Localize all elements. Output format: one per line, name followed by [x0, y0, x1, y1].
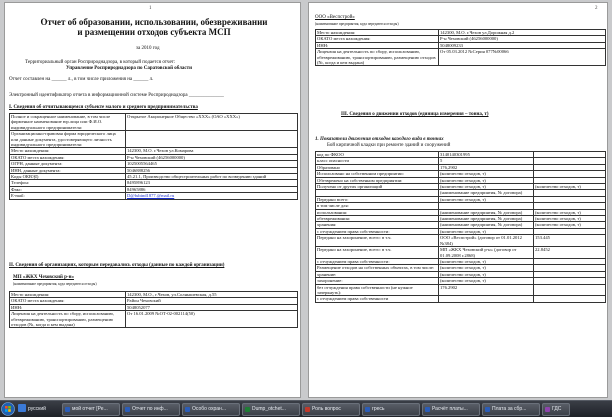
window-app-icon [485, 407, 490, 412]
row-value-cell: 142300, М.О. г.Чехов ул.Дорожная д.2 [439, 30, 606, 36]
row-value-cell: Р-н Чеховский (46256000000) [439, 36, 606, 42]
taskbar-window-label: гресь [372, 406, 385, 412]
taskbar-window-label: Отчет по инф... [132, 406, 168, 412]
authority-label: Территориальный орган Росприроднадзора, в который подается отчет: [25, 60, 176, 65]
row-value-cell: (количество отходов, т) [534, 216, 606, 222]
row-label-cell: Телефон: [10, 180, 126, 186]
waste-movement-row [316, 184, 606, 190]
document-page-1 [4, 2, 301, 398]
row-value-cell: 5046888256 [126, 167, 298, 173]
row-label-cell: E-mail: [10, 193, 126, 199]
row-label-cell: с отчуждением права собственности: [316, 228, 439, 234]
recipient-org-name: МП «ЖКХ Чеховский р-н» [13, 275, 74, 280]
window-app-icon [185, 407, 190, 412]
row-value-cell: (количество отходов, т) [534, 184, 606, 190]
row-value-cell: От 05.03.2012 №Серия 077№00066 [439, 49, 606, 66]
row-value-cell: (количество отходов, т) [534, 222, 606, 228]
recipient-org-table [315, 29, 606, 66]
taskbar-window-button[interactable] [422, 403, 480, 416]
row-value-cell: Район Чеховский [126, 298, 298, 304]
row-value-cell: (количество отходов, т) [534, 209, 606, 215]
row-label-cell: с отчуждением права собственности [316, 296, 439, 302]
row-value-cell: 5 [439, 158, 534, 164]
recipient-org-caption: (наименование предприятия, куда передаются отходы) [315, 22, 399, 26]
taskbar-window-label: ГДС [552, 406, 562, 412]
row-value-cell: 22.8452 [534, 247, 606, 259]
row-value-cell: ООО «Веспстрой» (договор от 01.01.2012 №384) [439, 235, 534, 247]
row-value-cell: (количество отходов, т) [439, 265, 534, 271]
report-year: за 2010 год [136, 46, 160, 51]
quick-launch-icon[interactable] [18, 404, 26, 412]
row-label-cell: Факс: [10, 186, 126, 192]
row-label-cell: ОГРН, данные документа: [10, 161, 126, 167]
row-value-cell: D@fubind1877.@mail.ru [126, 193, 298, 199]
recipient-org-table [9, 291, 298, 328]
recipient-org-row [10, 311, 298, 328]
authority-name: Управление Росприроднадзора по Саратовской области [66, 66, 192, 71]
taskbar-window-label: Особо охран... [192, 406, 226, 412]
row-value-cell: Р-н Чеховский (46256000000) [126, 154, 298, 160]
window-app-icon [125, 407, 130, 412]
row-value-cell [439, 296, 534, 302]
row-label-cell: ИНН: [10, 304, 126, 310]
row-value-cell: (количество отходов, т) [439, 271, 534, 277]
row-value-cell: 142300, М.О. г.Чехов ул.Комарова [126, 148, 298, 154]
row-value-cell: (количество отходов, т) [439, 184, 534, 190]
row-value-cell: (количество отходов, т) [439, 171, 534, 177]
window-app-icon [425, 407, 430, 412]
row-value-cell: (количество отходов, т) [439, 228, 534, 234]
row-value-cell: 5048009233 [439, 42, 606, 48]
row-label-cell: ОКАТО места нахождения: [10, 298, 126, 304]
pages-line: Отчет составлен на ______ л., в том числе приложения на ______ л. [9, 77, 154, 82]
row-label-cell: хранения: [316, 222, 439, 228]
row-label-cell: Передано на захоронение, всего: в т.ч. [316, 235, 439, 247]
window-app-icon [245, 407, 250, 412]
row-value-cell: (количество отходов, т) [439, 258, 534, 264]
taskbar-window-label: Роль вопрос [312, 406, 341, 412]
section-1-title: I. Сведения об отчитывающемся субъекте малого и среднего предпринимательства [9, 105, 198, 110]
row-label-cell: Образовано [316, 164, 439, 170]
row-value-cell: (наименование предприятия, № договора) [439, 222, 534, 228]
electronic-id-line: Электронный идентификатор отчета в информационной системе Росприроднадзора ______________ [9, 93, 224, 98]
recipient-org-row [316, 49, 606, 66]
subsection-title: 1. Показатели движения отходов каждого вида в тоннах [315, 137, 444, 142]
row-label-cell: код по ФКОО [316, 152, 439, 158]
taskbar-window-button[interactable] [242, 403, 300, 416]
row-label-cell: ОКАТО места нахождения: [316, 36, 439, 42]
report-title: Отчет об образовании, использовании, обезвреживании и размещении отходов субъекта МСП [40, 17, 268, 37]
row-value-cell [534, 284, 606, 296]
row-value-cell: (количество отходов, т) [439, 177, 534, 183]
row-value-cell: От 16.01.2009 №ОТ-02-002114(50) [126, 311, 298, 328]
row-label-cell: ИНН, данные документа: [10, 167, 126, 173]
waste-movement-row [316, 247, 606, 259]
row-label-cell: Размещение отходов на собственных объектах, в том числе: [316, 265, 439, 271]
row-label-cell: Место нахождения: [10, 148, 126, 154]
taskbar-window-label: Расчёт платы... [432, 406, 468, 412]
taskbar-window-button[interactable] [62, 403, 120, 416]
row-label-cell: в том числе для: [316, 203, 439, 209]
window-app-icon [65, 407, 70, 412]
window-app-icon [545, 407, 550, 412]
row-label-cell: обезвреживания: [316, 216, 439, 222]
row-label-cell: Место нахождения: [10, 292, 126, 298]
row-value-cell: 8495896123 [126, 180, 298, 186]
waste-movement-row [316, 284, 606, 296]
row-value-cell: 5048052077 [126, 304, 298, 310]
taskbar-window-button[interactable] [362, 403, 420, 416]
taskbar-window-button[interactable] [182, 403, 240, 416]
row-value-cell: (количество отходов, т) [439, 196, 534, 202]
language-indicator[interactable]: русский [28, 406, 46, 412]
subject-info-table [9, 113, 298, 200]
row-label-cell: ОКАТО места нахождения: [10, 154, 126, 160]
row-value-cell: (наименование предприятия, № договора) [439, 216, 534, 222]
row-label-cell: без отчуждения права собственности (не нужное зачеркнуть): [316, 284, 439, 296]
row-label-cell: Коды ОКВЭД: [10, 174, 126, 180]
taskbar-window-label: Плата за сбр... [492, 406, 527, 412]
subject-info-row [10, 193, 298, 199]
recipient-org-caption: (наименование предприятия, куда передаются отходы) [13, 282, 97, 286]
subject-info-row [10, 131, 298, 148]
row-value-cell: (наименование предприятия, № договора) [439, 190, 534, 196]
document-page-2 [308, 2, 608, 398]
taskbar-window-label: мой отчет [Ре... [72, 406, 108, 412]
subject-info-row [10, 114, 298, 131]
row-label-cell: Передано на захоронение, всего: в т.ч. [316, 247, 439, 259]
row-label-cell: Организационно-правовая форма юридического лица или данные документа, удостоверяющего личность индивидуального предпринимателя: [10, 131, 126, 148]
row-value-cell: МП «ЖКХ Чеховский р-н» (договор от 01.09.2008 г.2868) [439, 247, 534, 259]
start-button[interactable] [1, 402, 15, 416]
row-value-cell: 3140140301995 [439, 152, 534, 158]
waste-movement-row [316, 235, 606, 247]
row-value-cell: (наименование предприятия, № договора) [439, 209, 534, 215]
row-label-cell: Использовано на собственном предприятии: [316, 171, 439, 177]
row-label-cell: класс опасности [316, 158, 439, 164]
row-value-cell [534, 296, 606, 302]
taskbar [0, 400, 612, 417]
waste-movement-row [316, 296, 606, 302]
row-value-cell: 45.21.1, Производство общестроительных работ по возведению зданий [126, 174, 298, 180]
page-number: 2 [595, 6, 598, 11]
row-label-cell: хранение: [316, 271, 439, 277]
row-label-cell: Лицензия на деятельность по сбору, использованию, обезвреживанию, транспортированию, размещению отходов (№, когда и кем выдана) [10, 311, 126, 328]
window-app-icon [365, 407, 370, 412]
taskbar-window-button[interactable] [302, 403, 360, 416]
row-label-cell: Лицензия на деятельность по сбору, использованию, обезвреживанию, транспортированию, размещению отходов (№, когда и кем выдана) [316, 49, 439, 66]
page-number: 1 [149, 6, 152, 11]
row-label-cell: использования: [316, 209, 439, 215]
taskbar-window-button[interactable] [122, 403, 180, 416]
waste-name: Бой кирпичной кладки при ремонте зданий и сооружений [327, 143, 451, 148]
row-label-cell: захоронение: [316, 278, 439, 284]
window-app-icon [305, 407, 310, 412]
recipient-org-name: ООО «Веспстрой» [315, 15, 355, 20]
row-value-cell: 176.2902 [439, 284, 534, 296]
row-value-cell: 84965886 [126, 186, 298, 192]
row-label-cell: Передано всего: [316, 196, 439, 202]
row-value-cell: 153.445 [534, 235, 606, 247]
taskbar-window-button[interactable] [482, 403, 540, 416]
row-label-cell: ИНН: [316, 42, 439, 48]
taskbar-window-button[interactable] [542, 403, 570, 416]
row-value-cell: 1025005564465 [126, 161, 298, 167]
row-value-cell: 176,2902 [439, 164, 534, 170]
taskbar-window-label: Dump_otchet... [252, 406, 286, 412]
row-label-cell: с отчуждением права собственности: [316, 258, 439, 264]
section-3-title: III. Сведения о движении отходов (единица измерения – тонна, т) [341, 112, 489, 117]
row-label-cell: Обезврежено на собственном предприятии: [316, 177, 439, 183]
row-value-cell: 142300, М.О., г.Чехов, ул.Солнышевская, д.55 [126, 292, 298, 298]
row-label-cell: Получено от других организаций [316, 184, 439, 190]
row-value-cell: Открытое Акционерное Общество «XXX» (ОАО «XXX») [126, 114, 298, 131]
waste-movement-table [315, 151, 606, 303]
row-value-cell [126, 131, 298, 148]
row-label-cell: Полное и сокращенное наименование, в том числе фирменное наименование юр.лица или Ф.И.О. индивидуального предпринимателя: [10, 114, 126, 131]
section-2-title: II. Сведения об организациях, которым передавались отходы (данные по каждой организации) [9, 263, 225, 268]
windows-logo-icon [1, 402, 15, 416]
row-value-cell: (количество отходов, т) [439, 278, 534, 284]
row-label-cell: Место нахождения: [316, 30, 439, 36]
